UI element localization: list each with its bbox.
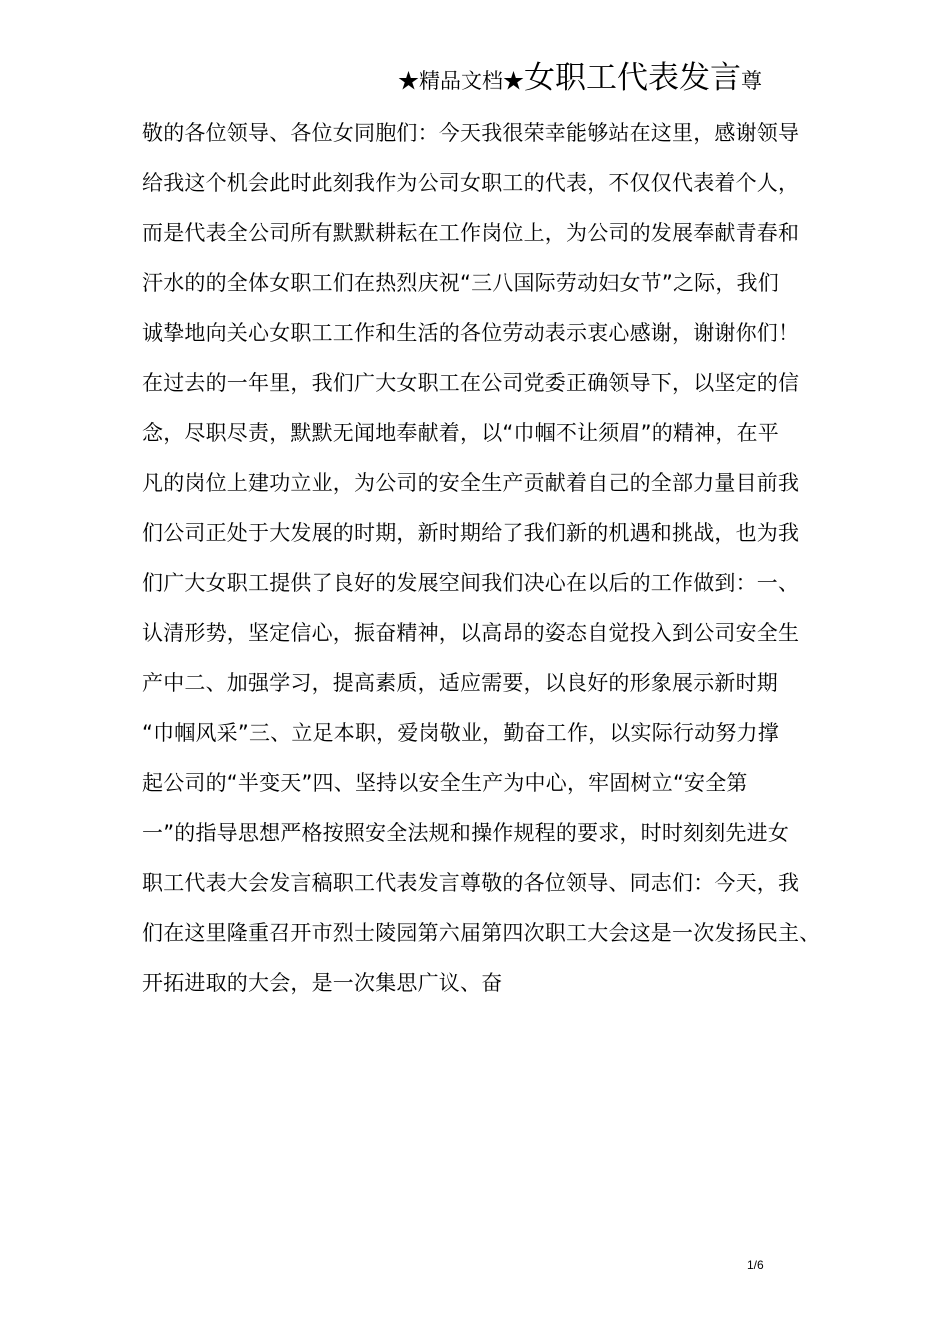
body-line: 一”的指导思想严格按照安全法规和操作规程的要求，时时刻刻先进女 xyxy=(142,821,790,845)
body-line: 产中二、加强学习，提高素质，适应需要，以良好的形象展示新时期 xyxy=(142,671,778,695)
body-line: 职工代表大会发言稿职工代表发言尊敬的各位领导、同志们：今天，我 xyxy=(142,871,800,895)
document-body xyxy=(142,108,862,1008)
body-line: 敬的各位领导、各位女同胞们：今天我很荣幸能够站在这里，感谢领导 xyxy=(142,121,800,145)
document-header xyxy=(398,58,762,103)
body-line: 起公司的“半变天”四、坚持以安全生产为中心，牢固树立“安全第 xyxy=(142,771,748,795)
header-badge: ★精品文档★ xyxy=(398,69,524,93)
body-line: 在过去的一年里，我们广大女职工在公司党委正确领导下，以坚定的信 xyxy=(142,371,800,395)
body-line: 念，尽职尽责，默默无闻地奉献着，以“巾帼不让须眉”的精神，在平 xyxy=(142,421,779,445)
body-line: 而是代表全公司所有默默耕耘在工作岗位上，为公司的发展奉献青春和 xyxy=(142,221,800,245)
document-title: 女职工代表发言 xyxy=(524,60,741,96)
body-line: 认清形势，坚定信心，振奋精神，以高昂的姿态自觉投入到公司安全生 xyxy=(142,621,800,645)
header-continuation: 尊 xyxy=(741,69,762,93)
body-line: 给我这个机会此时此刻我作为公司女职工的代表，不仅仅代表着个人， xyxy=(142,171,800,195)
body-line: “巾帼风采”三、立足本职，爱岗敬业，勤奋工作，以实际行动努力撑 xyxy=(142,721,779,745)
page-number: 1/6 xyxy=(747,1258,764,1272)
body-line: 凡的岗位上建功立业，为公司的安全生产贡献着自己的全部力量目前我 xyxy=(142,471,800,495)
body-line: 们公司正处于大发展的时期，新时期给了我们新的机遇和挑战，也为我 xyxy=(142,521,800,545)
body-line: 们在这里隆重召开市烈士陵园第六届第四次职工大会这是一次发扬民主、 xyxy=(142,921,821,945)
body-line: 诚挚地向关心女职工工作和生活的各位劳动表示衷心感谢，谢谢你们！ xyxy=(142,321,800,345)
body-line: 开拓进取的大会，是一次集思广议、奋 xyxy=(142,971,503,995)
body-line: 们广大女职工提供了良好的发展空间我们决心在以后的工作做到：一、 xyxy=(142,571,800,595)
body-line: 汗水的的全体女职工们在热烈庆祝“三八国际劳动妇女节”之际，我们 xyxy=(142,271,779,295)
